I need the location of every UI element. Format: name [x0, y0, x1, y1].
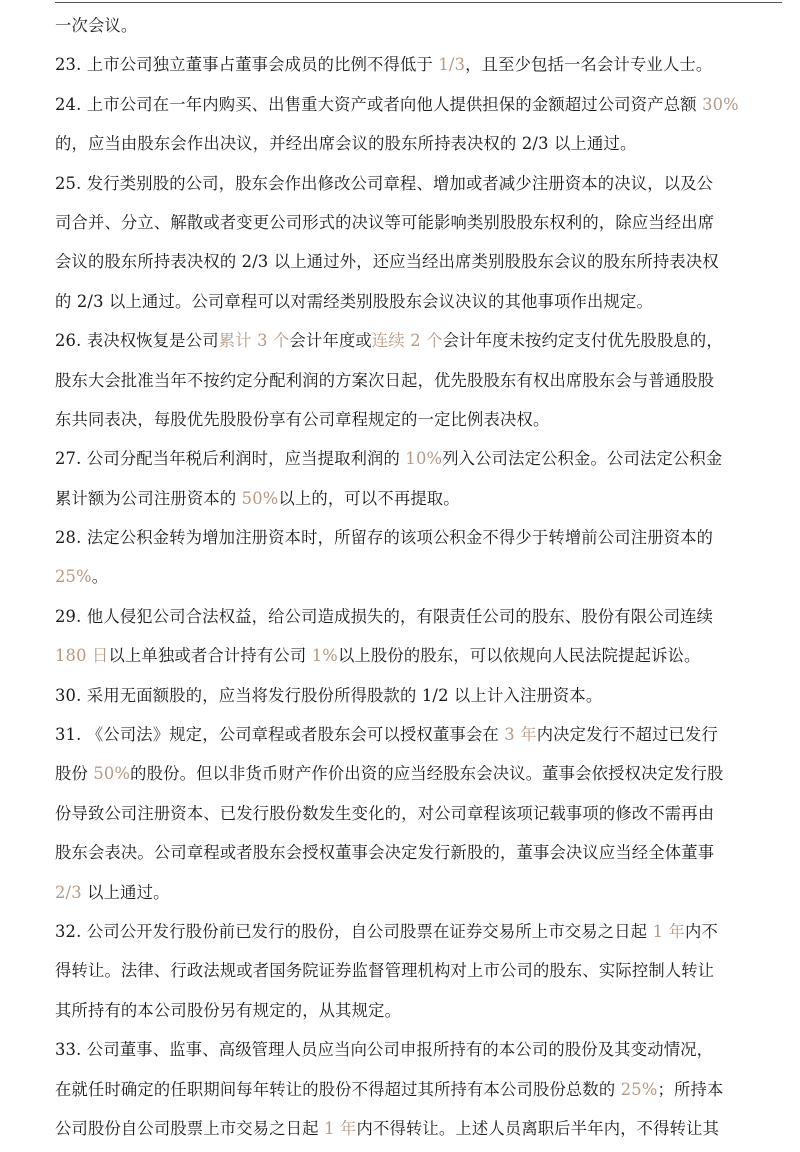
text-segment: 的股份。但以非货币财产作价出资的应当经股东会决议。董事会依授权决定发行股 [130, 764, 724, 784]
highlighted-value: 1 年 [324, 1118, 357, 1138]
text-segment: 内不得转让。上述人员离职后半年内，不得转让其 [356, 1118, 720, 1138]
text-segment: 32. 公司公开发行股份前已发行的股份，自公司股票在证券交易所上市交易之日起 [55, 921, 653, 941]
text-segment: 一次会议。 [55, 16, 138, 35]
text-line [55, 636, 770, 675]
highlighted-value: 50% [93, 764, 131, 784]
text-segment: 28. 法定公积金转为增加注册资本时，所留存的该项公积金不得少于转增前公司注册资本的 [55, 528, 714, 548]
text-segment: 30. 采用无面额股的，应当将发行股份所得股款的 1/2 以上计入注册资本。 [55, 685, 603, 705]
text-line [55, 45, 770, 84]
text-segment: 23. 上市公司独立董事占董事会成员的比例不得低于 [55, 55, 439, 75]
highlighted-value: 1 年 [652, 921, 686, 941]
text-segment: 会议的股东所持表决权的 2/3 以上通过外，还应当经出席类别股股东会议的股东所持表决权 [55, 252, 719, 272]
text-line [55, 124, 770, 163]
text-line [55, 991, 770, 1030]
text-segment: 以上的，可以不再提取。 [278, 488, 460, 508]
highlighted-value: 50% [241, 488, 279, 508]
text-line [55, 439, 770, 478]
highlighted-value: 10% [405, 449, 443, 469]
text-line [55, 715, 770, 754]
text-segment: 以上股份的股东，可以依规向人民法院提起诉讼。 [337, 646, 701, 666]
text-line [55, 164, 770, 203]
text-line [55, 557, 770, 596]
text-segment: 股东大会批准当年不按约定分配利润的方案次日起，优先股股东有权出席股东会与普通股股 [55, 370, 715, 390]
highlighted-value: 1% [311, 646, 338, 666]
text-line [55, 6, 770, 45]
highlighted-value: 2/3 [55, 882, 82, 902]
text-segment: 股份 [55, 764, 94, 784]
document-body [55, 6, 770, 1148]
text-segment: 以上通过。 [81, 882, 170, 902]
text-segment: 公司股份自公司股票上市交易之日起 [55, 1118, 325, 1138]
text-line [55, 85, 770, 124]
highlighted-value: 累计 3 个 [218, 331, 290, 351]
text-line [55, 321, 770, 360]
text-line [55, 1030, 770, 1069]
text-segment: 内决定发行不超过已发行 [536, 725, 718, 745]
highlighted-value: 连续 2 个 [371, 331, 443, 351]
text-line [55, 361, 770, 400]
text-line [55, 912, 770, 951]
text-segment: 24. 上市公司在一年内购买、出售重大资产或者向他人提供担保的金额超过公司资产总额 [55, 94, 703, 114]
text-line [55, 203, 770, 242]
header-rule [55, 2, 782, 3]
text-segment: 列入公司法定公积金。公司法定公积金 [442, 449, 723, 469]
text-segment: 33. 公司董事、监事、高级管理人员应当向公司申报所持有的本公司的股份及其变动情况， [55, 1040, 714, 1060]
text-segment: 25. 发行类别股的公司，股东会作出修改公司章程、增加或者减少注册资本的决议，以及公 [55, 173, 714, 193]
text-segment: ；所持本 [657, 1079, 724, 1099]
text-segment: 会计年度未按约定支付优先股股息的， [442, 331, 723, 351]
text-segment: 的 2/3 以上通过。公司章程可以对需经类别股股东会议决议的其他事项作出规定。 [55, 291, 653, 311]
text-segment: ，且至少包括一名会计专业人士。 [465, 55, 713, 75]
text-line [55, 282, 770, 321]
highlighted-value: 30% [702, 94, 739, 114]
text-line [55, 794, 770, 833]
text-line [55, 951, 770, 990]
text-segment: 会计年度或 [289, 331, 372, 351]
text-line [55, 518, 770, 557]
text-segment: 26. 表决权恢复是公司 [55, 331, 219, 351]
text-segment: 股东会表决。公司章程或者股东会授权董事会决定发行新股的，董事会决议应当经全体董事 [55, 843, 715, 863]
text-segment: 份导致公司注册资本、已发行股份数发生变化的，对公司章程该项记载事项的修改不需再由 [55, 803, 715, 823]
text-line [55, 1070, 770, 1109]
text-segment: 的，应当由股东会作出决议，并经出席会议的股东所持表决权的 2/3 以上通过。 [55, 134, 637, 154]
highlighted-value: 180 日 [55, 646, 109, 666]
text-line [55, 479, 770, 518]
text-segment: 29. 他人侵犯公司合法权益，给公司造成损失的，有限责任公司的股东、股份有限公司连续 [55, 606, 714, 626]
text-line [55, 754, 770, 793]
highlighted-value: 3 年 [504, 725, 537, 745]
text-segment: 在就任时确定的任职期间每年转让的股份不得超过其所持有本公司股份总数的 [55, 1079, 621, 1099]
text-line [55, 1109, 770, 1148]
text-segment: 内不 [685, 921, 719, 941]
text-segment: 其所持有的本公司股份另有规定的，从其规定。 [55, 1000, 402, 1020]
text-segment: 累计额为公司注册资本的 [55, 488, 242, 508]
text-segment: 。 [91, 567, 109, 587]
text-line [55, 400, 770, 439]
text-segment: 27. 公司分配当年税后利润时，应当提取利润的 [55, 449, 406, 469]
text-segment: 以上单独或者合计持有公司 [108, 646, 312, 666]
text-line [55, 833, 770, 872]
text-line [55, 242, 770, 281]
text-segment: 得转让。法律、行政法规或者国务院证券监督管理机构对上市公司的股东、实际控制人转让 [55, 961, 715, 981]
text-segment: 31. 《公司法》规定，公司章程或者股东会可以授权董事会在 [55, 725, 505, 745]
highlighted-value: 1/3 [438, 55, 466, 75]
highlighted-value: 25% [620, 1079, 658, 1099]
text-segment: 司合并、分立、解散或者变更公司形式的决议等可能影响类别股股东权利的，除应当经出席 [55, 212, 715, 232]
text-line [55, 873, 770, 912]
text-segment: 东共同表决，每股优先股股份享有公司章程规定的一定比例表决权。 [55, 409, 550, 429]
text-line [55, 597, 770, 636]
highlighted-value: 25% [55, 567, 92, 587]
text-line [55, 676, 770, 715]
